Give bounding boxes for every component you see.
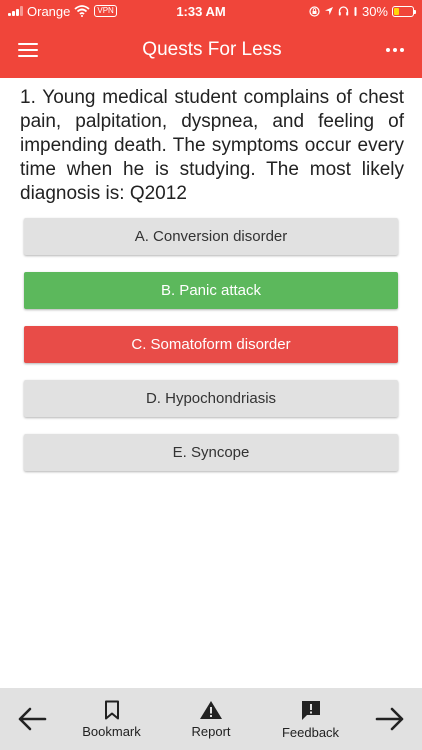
battery-icon	[392, 6, 414, 17]
previous-button[interactable]	[12, 706, 52, 732]
status-time: 1:33 AM	[176, 3, 226, 19]
status-bar	[0, 0, 422, 22]
vpn-badge: VPN	[94, 5, 116, 17]
bookmark-button[interactable]	[72, 700, 152, 739]
bookmark-label: Bookmark	[82, 723, 141, 739]
lock-rotation-icon	[309, 6, 320, 17]
warning-icon	[199, 700, 223, 720]
location-arrow-icon	[324, 6, 334, 16]
battery-percent: 30%	[361, 3, 388, 19]
question-text: 1. Young medical student complains of chest pain, palpitation, dyspnea, and feeling of impending death. The symptoms occur every time when he is studying. The most likely diagnosis is: Q2012	[20, 87, 404, 204]
signal-icon	[8, 6, 23, 16]
more-dots-icon[interactable]	[386, 48, 404, 52]
answer-list	[24, 218, 398, 488]
next-button[interactable]	[370, 706, 410, 732]
answer-option-a[interactable]: A. Conversion disorder	[24, 218, 398, 255]
app-title: Quests For Less	[142, 39, 282, 60]
report-label: Report	[191, 723, 231, 739]
report-button[interactable]	[171, 700, 251, 739]
alarm-icon	[353, 6, 358, 17]
hamburger-menu-icon[interactable]	[18, 43, 38, 57]
feedback-icon	[300, 699, 322, 721]
status-left	[8, 4, 158, 19]
battery-fill	[394, 8, 399, 15]
answer-option-e[interactable]: E. Syncope	[24, 434, 398, 471]
answer-option-b[interactable]: B. Panic attack	[24, 272, 398, 309]
carrier-name: Orange	[27, 3, 71, 19]
arrow-left-icon	[17, 706, 47, 732]
headphones-icon	[338, 6, 349, 16]
feedback-label: Feedback	[281, 724, 340, 740]
app-bar	[0, 22, 422, 78]
answer-option-c[interactable]: C. Somatoform disorder	[24, 326, 398, 363]
bookmark-icon	[104, 700, 120, 720]
bottom-toolbar	[0, 688, 422, 750]
status-right	[284, 4, 414, 19]
feedback-button[interactable]	[271, 699, 351, 740]
answer-option-d[interactable]: D. Hypochondriasis	[24, 380, 398, 417]
wifi-icon	[74, 5, 90, 17]
arrow-right-icon	[375, 706, 405, 732]
